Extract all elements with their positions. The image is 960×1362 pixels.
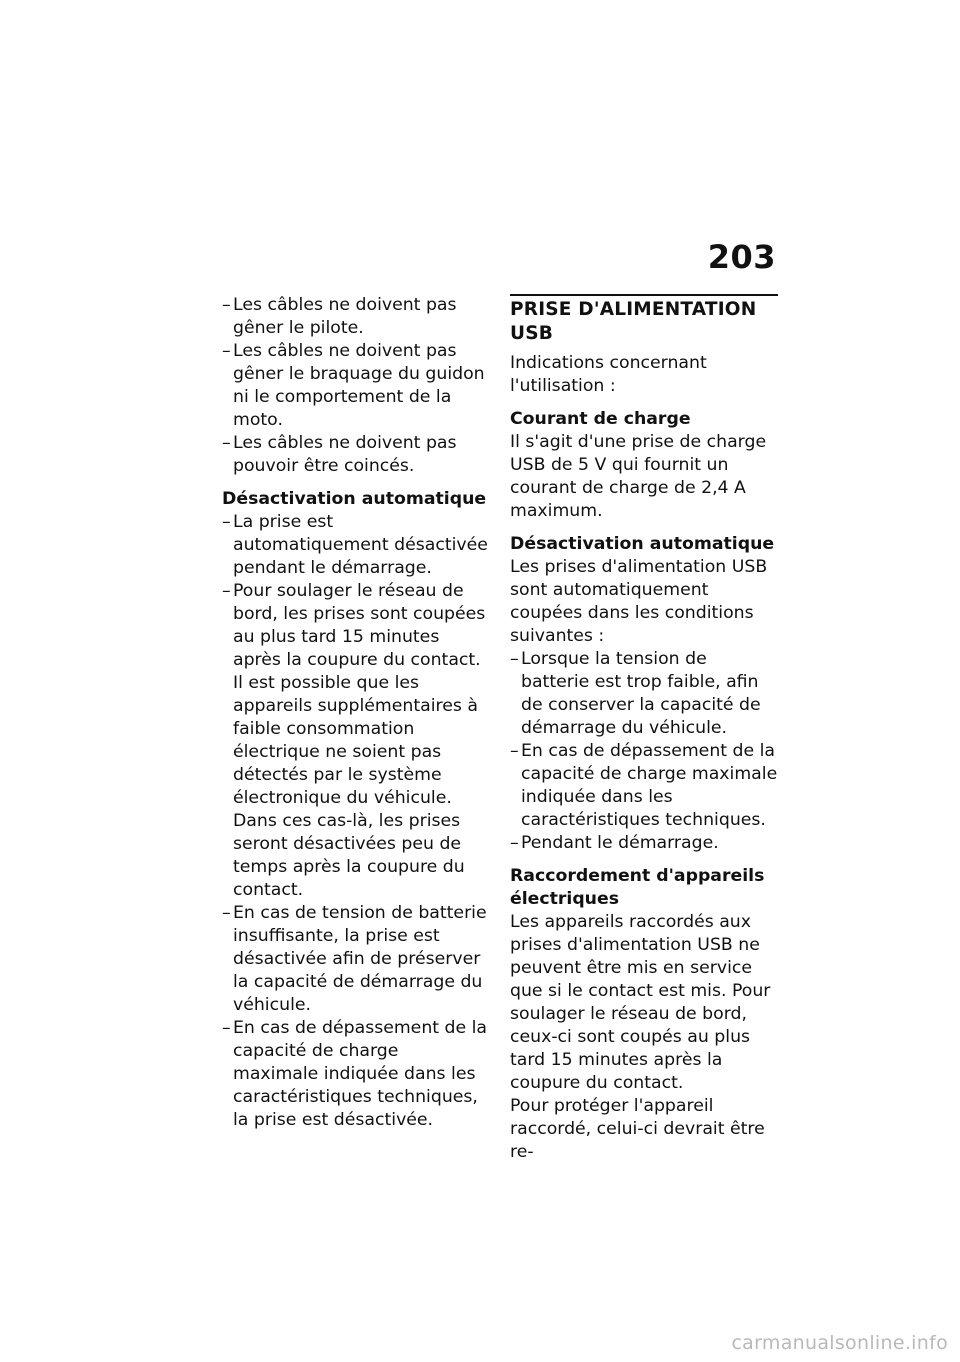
list-item: – La prise est automatiquement désactivée pendant le démarrage. [222, 511, 488, 580]
connection-text: Les appareils raccordés aux prises d'alimentation USB ne peuvent être mis en service que si le contact est mis. Pour soulager le réseau de bord, ceux-ci sont coupés au plus tard 15 minutes après la coupure du contact. [510, 912, 771, 1093]
list-item: – Pendant le démarrage. [510, 832, 778, 855]
right-column [510, 294, 778, 1164]
section-intro: Indications concernant l'utilisation : [510, 353, 707, 396]
list-item: – Les câbles ne doivent pas gêner le pilote. [222, 294, 488, 340]
usb-deactivation-heading: Désactivation automatique [510, 534, 775, 554]
watermark: carmanualsonline.info [731, 1332, 948, 1354]
section-title: PRISE D'ALIMENTATION USB [510, 294, 778, 346]
list-item: – En cas de dépassement de la capacité de charge maximale indiquée dans les caractéristiques techniques, la prise est désactivée. [222, 1017, 488, 1132]
connection-heading: Raccordement d'appareils électriques [510, 866, 765, 909]
list-item: – Les câbles ne doivent pas gêner le braquage du guidon ni le comportement de la moto. [222, 340, 488, 432]
left-column [222, 294, 488, 1132]
usb-deactivation-intro: Les prises d'alimentation USB sont automatiquement coupées dans les conditions suivantes : [510, 557, 768, 646]
connection-text-continued: Pour protéger l'appareil raccordé, celui-ci devrait être re- [510, 1096, 765, 1162]
list-item: – Lorsque la tension de batterie est trop faible, afin de conserver la capacité de démarrage du véhicule. [510, 648, 778, 740]
deactivation-heading: Désactivation automatique [222, 489, 487, 509]
charge-text: Il s'agit d'une prise de charge USB de 5 V qui fournit un courant de charge de 2,4 A maximum. [510, 432, 767, 521]
list-item: – En cas de dépassement de la capacité de charge maximale indiquée dans les caractéristiques techniques. [510, 740, 778, 832]
page-number: 203 [707, 238, 776, 276]
list-item: – Les câbles ne doivent pas pouvoir être coincés. [222, 432, 488, 478]
charge-heading: Courant de charge [510, 409, 691, 429]
list-item: – Pour soulager le réseau de bord, les prises sont coupées au plus tard 15 minutes après la coupure du contact. Il est possible que les appareils supplémentaires à faible consommation électrique ne soient pas détectés par le système électronique du véhicule. Dans ces cas-là, les prises seront désactivées peu de temps après la coupure du contact. [222, 580, 488, 902]
list-item: – En cas de tension de batterie insuffisante, la prise est désactivée afin de préserver la capacité de démarrage du véhicule. [222, 902, 488, 1017]
